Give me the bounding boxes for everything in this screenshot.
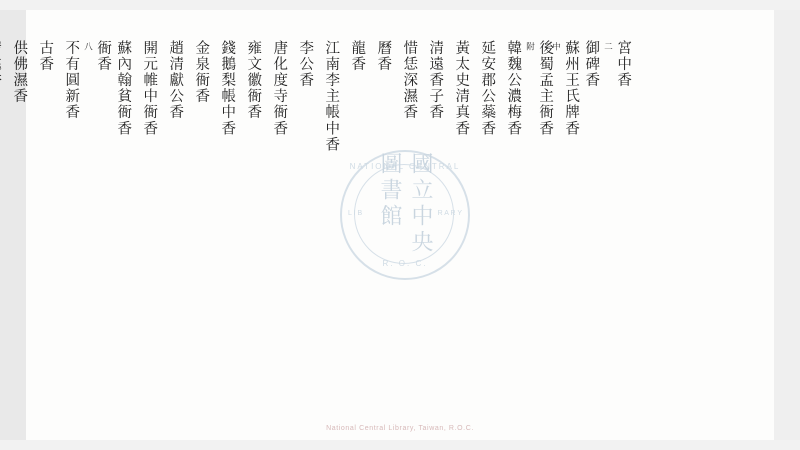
text-column bbox=[188, 40, 214, 104]
scan-top-margin bbox=[0, 0, 800, 10]
annotation-note: 八 bbox=[82, 42, 93, 52]
incense-recipe-name: 惜恁深濕香 bbox=[401, 40, 418, 121]
text-column bbox=[136, 40, 162, 137]
text-column bbox=[370, 40, 396, 72]
seal-center-text: 國立中央圖書館 bbox=[377, 152, 433, 256]
incense-recipe-name: 金泉衙香 bbox=[193, 40, 210, 105]
column-entry bbox=[478, 40, 497, 137]
text-column bbox=[396, 40, 422, 121]
column-entry bbox=[10, 40, 29, 104]
column-entry bbox=[140, 40, 159, 137]
incense-recipe-name: 曆香 bbox=[375, 40, 392, 73]
incense-recipe-name: 清遠香子香 bbox=[427, 40, 444, 121]
text-column bbox=[84, 40, 110, 72]
incense-recipe-name bbox=[0, 40, 2, 88]
text-column bbox=[58, 40, 84, 121]
scan-bottom-margin bbox=[0, 440, 800, 450]
incense-recipe-name: 後蜀孟主衙香 bbox=[537, 40, 554, 137]
annotation-note: 附 bbox=[524, 42, 535, 52]
text-column bbox=[214, 40, 240, 137]
seal-arc-top-text: NATIONAL CENTRAL bbox=[349, 162, 461, 171]
column-entry bbox=[62, 40, 81, 121]
incense-recipe-name: 開元帷中衙香 bbox=[141, 40, 158, 137]
text-column bbox=[526, 40, 552, 137]
incense-recipe-name: 江南李主帳中香 bbox=[323, 40, 340, 153]
column-entry bbox=[550, 40, 580, 137]
column-entry bbox=[218, 40, 237, 137]
text-column bbox=[604, 40, 630, 88]
incense-recipe-name: 古香 bbox=[37, 40, 54, 73]
column-entry bbox=[504, 40, 523, 137]
text-column bbox=[110, 40, 136, 137]
text-column bbox=[6, 40, 32, 104]
text-column bbox=[448, 40, 474, 137]
incense-recipe-name: 韓魏公濃梅香 bbox=[505, 40, 522, 137]
column-entry bbox=[348, 40, 367, 72]
incense-recipe-name: 唐化度寺衙香 bbox=[271, 40, 288, 137]
column-entry bbox=[114, 40, 133, 137]
seal-arc-bottom-text: R. O. C. bbox=[382, 259, 428, 268]
incense-recipe-name: 供佛濕香 bbox=[11, 40, 28, 105]
column-entry bbox=[322, 40, 341, 153]
incense-recipe-name: 雍文徽衙香 bbox=[245, 40, 262, 121]
incense-recipe-name: 不有圓新香 bbox=[63, 40, 80, 121]
column-entry bbox=[400, 40, 419, 121]
incense-recipe-name: 黃太史清真香 bbox=[453, 40, 470, 137]
text-column bbox=[500, 40, 526, 137]
incense-recipe-name: 延安郡公蘂香 bbox=[479, 40, 496, 137]
column-entry bbox=[166, 40, 185, 121]
column-entry bbox=[452, 40, 471, 137]
column-entry bbox=[426, 40, 445, 121]
text-column bbox=[344, 40, 370, 72]
annotation-note: 二 bbox=[602, 42, 613, 52]
incense-recipe-name: 龍香 bbox=[349, 40, 366, 73]
text-column bbox=[318, 40, 344, 153]
text-column bbox=[266, 40, 292, 137]
incense-recipe-name: 蘇內翰貧衙香 bbox=[115, 40, 132, 137]
text-column bbox=[578, 40, 604, 88]
incense-recipe-name: 衙香 bbox=[95, 40, 112, 73]
text-column bbox=[552, 40, 578, 137]
column-entry bbox=[36, 40, 55, 72]
incense-recipe-name: 御碑香 bbox=[583, 40, 600, 89]
column-entry bbox=[192, 40, 211, 104]
column-entry bbox=[244, 40, 263, 121]
column-entry bbox=[602, 40, 632, 88]
text-column bbox=[32, 40, 58, 72]
column-entry bbox=[582, 40, 601, 88]
incense-recipe-name: 宮中香 bbox=[615, 40, 632, 89]
text-column bbox=[292, 40, 318, 88]
text-column bbox=[162, 40, 188, 121]
footer-watermark: National Central Library, Taiwan, R.O.C. bbox=[326, 425, 474, 432]
seal-arc-left-text: L I B bbox=[348, 210, 363, 217]
text-column bbox=[422, 40, 448, 121]
annotation-note: 中 bbox=[550, 42, 561, 52]
text-column bbox=[474, 40, 500, 137]
vertical-text-block bbox=[11, 40, 632, 370]
incense-recipe-name: 趙清獻公香 bbox=[167, 40, 184, 121]
column-entry bbox=[374, 40, 393, 72]
column-entry bbox=[82, 40, 112, 72]
column-entry bbox=[0, 40, 2, 88]
incense-recipe-name: 李公香 bbox=[297, 40, 314, 89]
incense-recipe-name: 錢鵝梨帳中香 bbox=[219, 40, 236, 137]
column-entry bbox=[270, 40, 289, 137]
incense-recipe-name: 蘇州王氏牌香 bbox=[563, 40, 580, 137]
text-column bbox=[240, 40, 266, 121]
seal-arc-right-text: R A R Y bbox=[437, 210, 462, 217]
scan-right-margin bbox=[774, 0, 800, 450]
column-entry bbox=[296, 40, 315, 88]
